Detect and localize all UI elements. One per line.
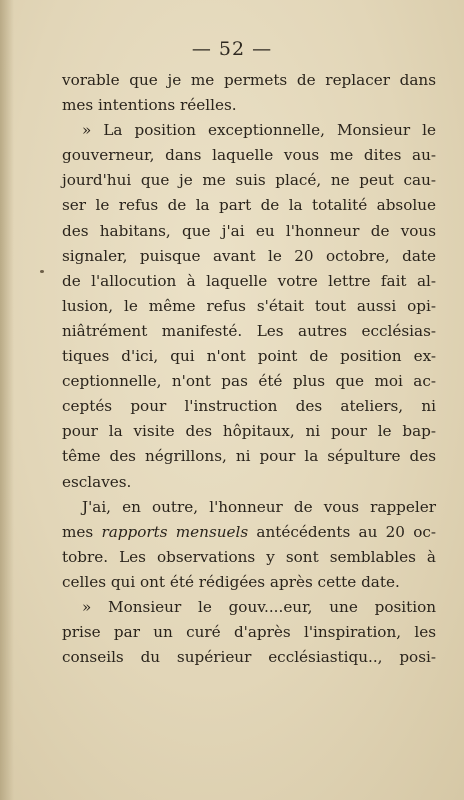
page-number: — 52 —: [191, 38, 273, 60]
text-line: » La position exceptionnelle, Monsieur le: [82, 121, 436, 140]
text-line: gouverneur, dans laquelle vous me dites au-: [62, 146, 436, 165]
text-line: [62, 520, 436, 545]
text-line: tiques d'ici, qui n'ont point de position ex-: [62, 347, 436, 366]
text-line: tême des négrillons, ni pour la sépulture des: [62, 447, 436, 466]
text-line: vorable que je me permets de replacer dans: [62, 71, 436, 89]
text-line: [62, 495, 436, 520]
text-line: ceptés pour l'instruction des ateliers, ni: [62, 397, 436, 416]
italic-phrase: rapports mensuels: [101, 522, 249, 541]
text-line: des habitans, que j'ai eu l'honneur de vous: [62, 221, 436, 240]
text-line: celles qui ont été rédigées après cette date.: [62, 572, 400, 591]
body-text: [62, 68, 436, 670]
text-line: prise par un curé d'après l'inspiration, les: [62, 623, 436, 642]
text-line: pour la visite des hôpitaux, ni pour le bap-: [62, 422, 436, 441]
ink-smudge: [40, 270, 44, 273]
text-line: signaler, puisque avant le 20 octobre, date: [62, 246, 436, 265]
text-line: conseils du supérieur ecclésiastiqu.., posi-: [62, 648, 436, 667]
text-line: niâtrément manifesté. Les autres ecclésias-: [62, 321, 436, 340]
text-line: jourd'hui que je me suis placé, ne peut cau-: [62, 171, 436, 190]
text-line: ser le refus de la part de la totalité absolue: [62, 196, 436, 215]
text-line: de l'allocution à laquelle votre lettre fait al-: [62, 271, 436, 290]
text-line: lusion, le même refus s'était tout aussi opi-: [62, 296, 436, 315]
text-line: tobre. Les observations y sont semblables à: [62, 547, 436, 566]
text-fragment: antécédents au 20 oc-: [248, 522, 436, 541]
text-line: » Monsieur le gouv....eur, une position: [82, 597, 436, 616]
page-gutter-shadow: [0, 0, 14, 800]
text-fragment: J'ai, en outre, l'honneur de vous rappeler: [82, 497, 436, 516]
text-line: esclaves.: [62, 472, 132, 491]
text-fragment: mes: [62, 522, 102, 541]
text-line: ceptionnelle, n'ont pas été plus que moi ac-: [62, 372, 436, 391]
text-line: mes intentions réelles.: [62, 96, 237, 115]
